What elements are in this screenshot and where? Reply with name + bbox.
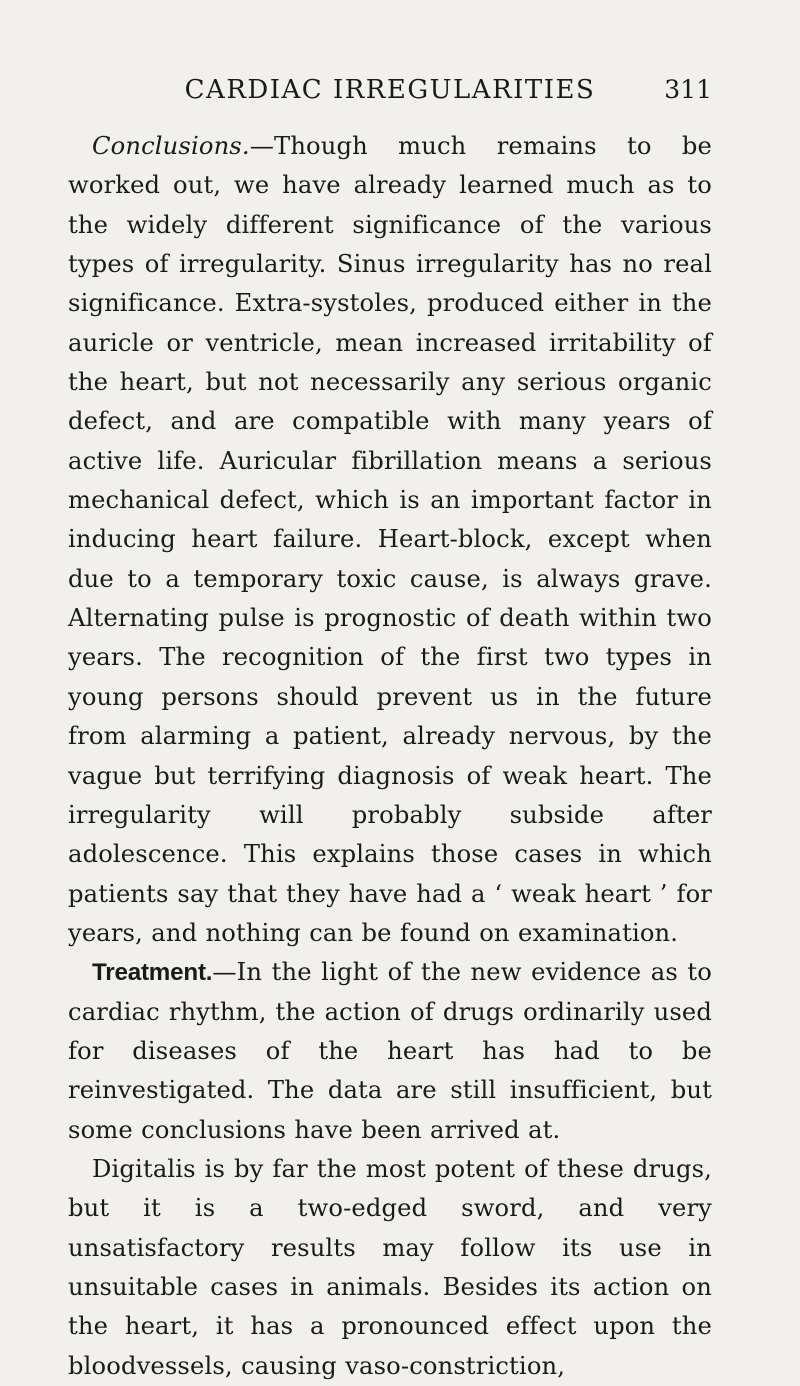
running-head xyxy=(68,70,712,110)
paragraph-digitalis xyxy=(68,1150,712,1386)
section-lead-treatment: Treatment. xyxy=(92,959,213,987)
paragraph-text: —In the light of the new evidence as to cardiac rhythm, the action of drugs ordinarily used for diseases of the heart has had to be reinvestigated. The data are still insufficient, but some conclusions have been arrived at. xyxy=(68,958,712,1144)
paragraph-treatment xyxy=(68,953,712,1150)
body-text xyxy=(68,127,712,1386)
section-lead-conclusions: Conclusions. xyxy=(92,132,250,160)
running-title: CARDIAC IRREGULARITIES xyxy=(184,75,596,105)
paragraph-text: Digitalis is by far the most potent of these drugs, but it is a two-edged sword, and very unsatisfactory results may follow its use in unsuitable cases in animals. Besides its action on the heart, it has a pronounced effect upon the bloodvessels, causing vaso-constriction, xyxy=(68,1154,712,1380)
paragraph-text: —Though much remains to be worked out, we have already learned much as to the widely different significance of the various types of irregularity. Sinus irregularity has no real significance. Extra-systoles, produced either in the auricle or ventricle, mean increased irritability of the heart, but not necessarily any serious organic defect, and are compatible with many years of active life. Auricular fibrillation means a serious mechanical defect, which is an important factor in inducing heart failure. Heart-block, except when due to a temporary toxic cause, is always grave. Alternating pulse is prognostic of death within two years. The recognition of the first two types in young persons should prevent us in the future from alarming a patient, already nervous, by the vague but terrifying diagnosis of weak heart. The irregularity will probably subside after adolescence. This explains those cases in which patients say that they have had a ‘ weak heart ’ for years, and nothing can be found on examination. xyxy=(68,132,712,947)
page-number: 311 xyxy=(664,75,712,104)
paragraph-conclusions xyxy=(68,127,712,953)
